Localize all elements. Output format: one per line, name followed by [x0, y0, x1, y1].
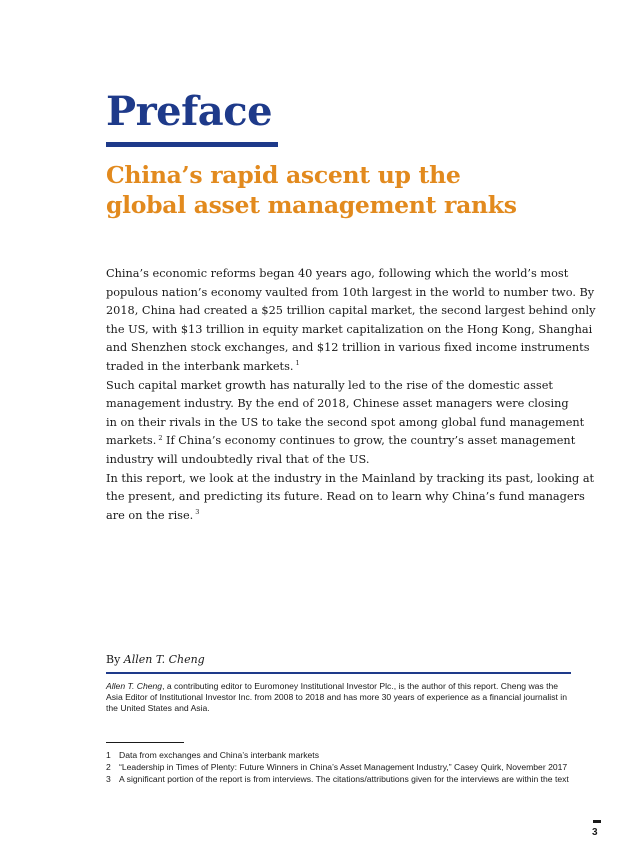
footnote-3 [106, 774, 576, 785]
footnotes [106, 750, 576, 786]
subtitle-line-1: China’s rapid ascent up the [106, 161, 461, 189]
footnote-text: A significant portion of the report is from interviews. The citations/attributions given for the interviews are within the text [119, 774, 569, 784]
byline-author: Allen T. Cheng [123, 653, 205, 666]
section-subtitle [106, 160, 576, 220]
p1-line-6-text: traded in the interbank markets. [106, 359, 294, 373]
p1-line-2: populous nation’s economy vaulted from 10th largest in the world to number two. By [106, 285, 595, 299]
footnote-text: “Leadership in Times of Plenty: Future Winners in China’s Asset Management Industry,” Casey Quirk, November 2017 [119, 762, 568, 772]
page-number: 3 [592, 827, 598, 838]
p3-line-2: the present, and predicting its future. Read on to learn why China’s fund managers [106, 490, 585, 504]
p1-line-6 [106, 358, 576, 377]
p2-line-5: industry will undoubtedly rival that of the US. [106, 452, 370, 466]
footnote-ref-1: 1 [295, 359, 300, 368]
subtitle-line-2: global asset management ranks [106, 191, 517, 219]
byline-prefix: By [106, 653, 124, 666]
bio-text: , a contributing editor to Euromoney Institutional Investor Plc., is the author of this report. Cheng was the Asia Editor of Institutional Investor Inc. from 2008 to 2018 and has more 30 years of experience as a financial journalist in the United States and Asia. [106, 681, 567, 713]
bio-author: Allen T. Cheng [106, 681, 163, 691]
footnote-divider [106, 742, 184, 743]
body-text [106, 265, 596, 525]
footnote-number: 2 [106, 762, 111, 772]
p2-line-4-start: markets. [106, 434, 157, 448]
footnote-number: 1 [106, 750, 111, 760]
paragraph-2 [106, 377, 585, 470]
footnote-2 [106, 762, 576, 773]
page-number-tick [593, 820, 601, 823]
p1-line-5: and Shenzhen stock exchanges, and $12 trillion in various fixed income instruments [106, 341, 590, 355]
footnote-text: Data from exchanges and China’s interbank markets [119, 750, 319, 760]
p3-line-1: In this report, we look at the industry in the Mainland by tracking its past, looking at [106, 471, 595, 485]
footnote-number: 3 [106, 774, 111, 784]
paragraph-1 [106, 265, 596, 377]
author-bio [106, 681, 574, 714]
paragraph-3 [106, 470, 595, 526]
footnote-ref-3: 3 [195, 507, 200, 516]
footnote-1 [106, 750, 576, 761]
p1-line-3: 2018, China had created a $25 trillion capital market, the second largest behind only [106, 304, 596, 318]
p1-line-1: China’s economic reforms began 40 years ago, following which the world’s most [106, 267, 569, 280]
p2-line-4-end: If China’s economy continues to grow, the country’s asset management [162, 434, 576, 448]
bio-divider [106, 672, 571, 674]
title-underline [106, 142, 278, 147]
p2-line-1: Such capital market growth has naturally led to the rise of the domestic asset [106, 378, 553, 392]
p2-line-2: management industry. By the end of 2018, Chinese asset managers were closing [106, 397, 569, 411]
page-title: Preface [106, 88, 273, 135]
p3-line-3-text: are on the rise. [106, 508, 194, 522]
p3-line-3 [106, 507, 576, 526]
footnote-ref-2: 2 [158, 433, 163, 442]
byline [106, 653, 205, 667]
p2-line-3: in on their rivals in the US to take the second spot among global fund management [106, 415, 585, 429]
p1-line-4: the US, with $13 trillion in equity market capitalization on the Hong Kong, Shanghai [106, 322, 593, 336]
p2-line-4 [106, 432, 576, 451]
